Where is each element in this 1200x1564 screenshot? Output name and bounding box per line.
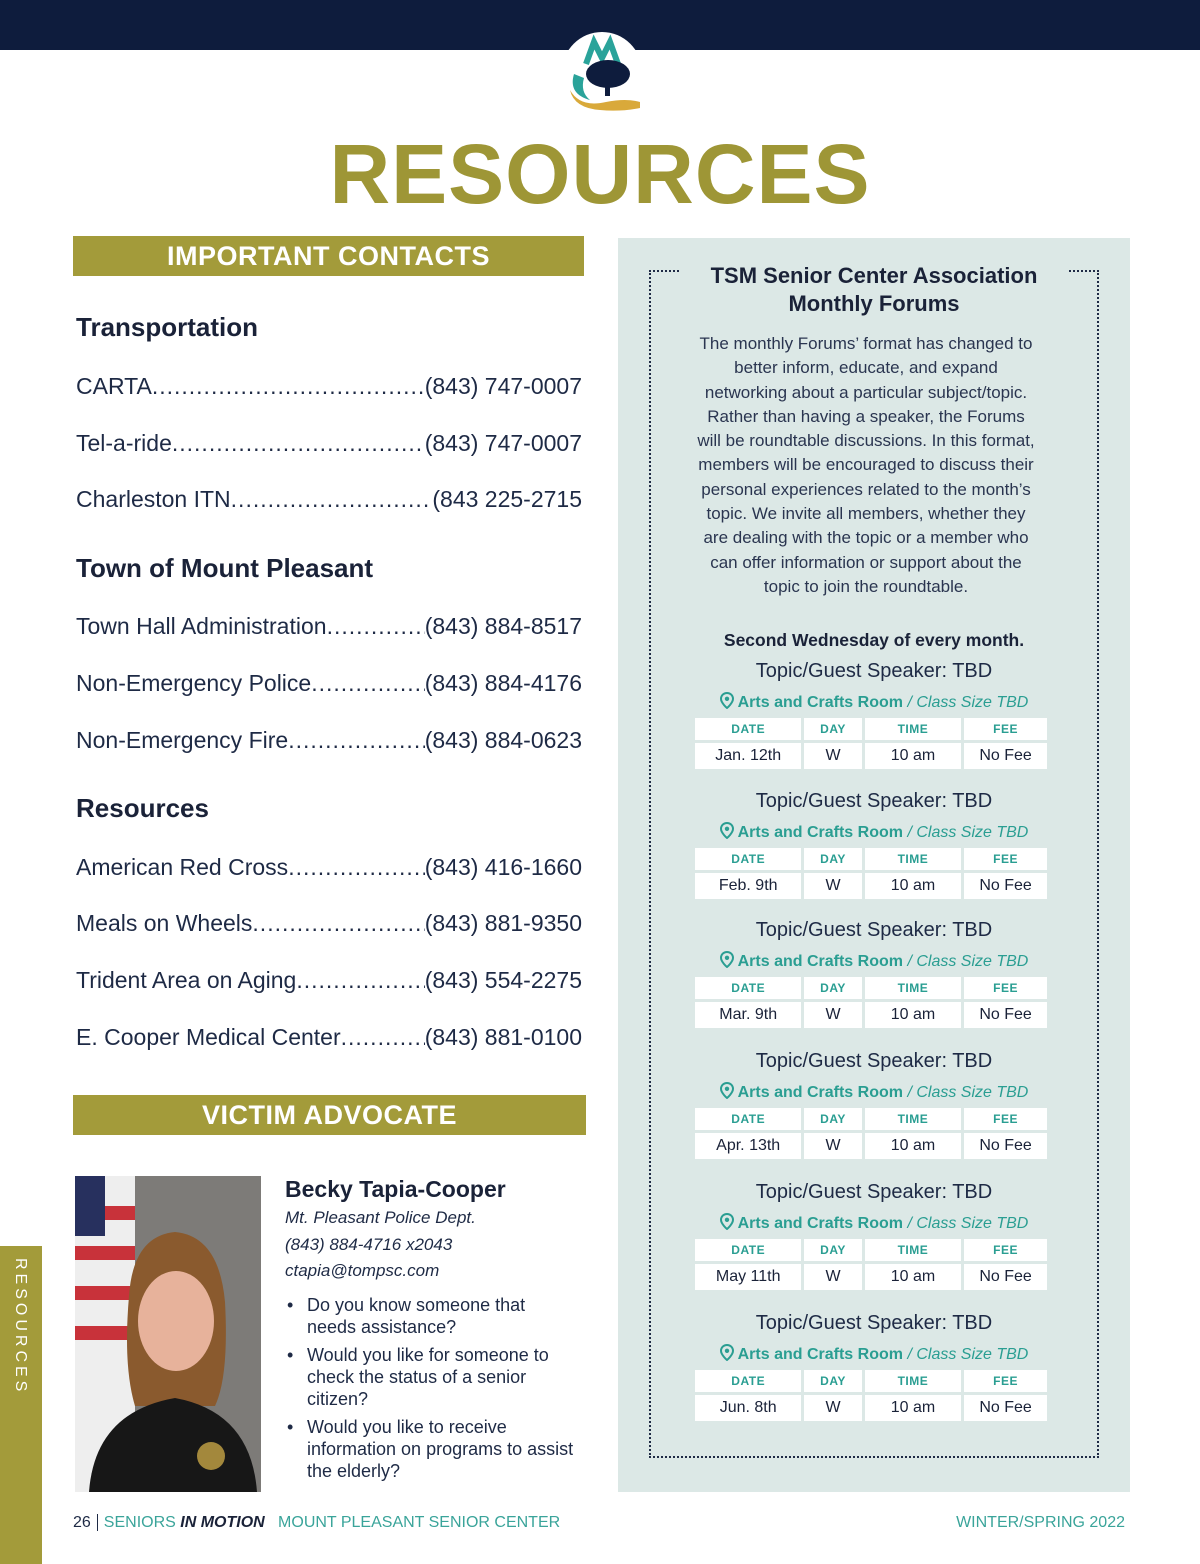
side-tab bbox=[0, 1246, 42, 1564]
contact-row: CARTA ..... (843) 747-0007 bbox=[76, 373, 582, 400]
advocate-phone: (843) 884-4716 x2043 bbox=[285, 1235, 453, 1254]
event-fee: No Fee bbox=[964, 999, 1047, 1028]
event-time: 10 am bbox=[865, 870, 962, 899]
event-time: 10 am bbox=[865, 1130, 962, 1159]
advocate-dept: Mt. Pleasant Police Dept. bbox=[285, 1208, 476, 1227]
section-heading-resources: Resources bbox=[76, 793, 209, 823]
col-fee: FEE bbox=[964, 848, 1047, 870]
event-fee: No Fee bbox=[964, 740, 1047, 769]
event-date: Mar. 9th bbox=[695, 999, 801, 1028]
event-location bbox=[660, 822, 1088, 842]
center-logo-icon bbox=[560, 30, 644, 114]
event-room: Arts and Crafts Room bbox=[737, 694, 903, 711]
event-time: 10 am bbox=[865, 1261, 962, 1290]
event-table bbox=[692, 1108, 1050, 1159]
col-time: TIME bbox=[865, 977, 962, 999]
event-table bbox=[692, 977, 1050, 1028]
event-day: W bbox=[804, 870, 861, 899]
event-topic: Topic/Guest Speaker: TBD bbox=[755, 1050, 993, 1072]
victim-advocate-band: VICTIM ADVOCATE bbox=[73, 1095, 586, 1135]
col-day: DAY bbox=[804, 848, 861, 870]
list-item: • Would you like for someone to check the status of a senior citizen? bbox=[287, 1344, 577, 1410]
col-date: DATE bbox=[695, 977, 801, 999]
page-number: 26 bbox=[73, 1514, 98, 1531]
footer-season: WINTER/SPRING 2022 bbox=[956, 1514, 1125, 1531]
contact-row: E. Cooper Medical Center ..... (843) 881-0100 bbox=[76, 1024, 582, 1051]
event-day: W bbox=[804, 999, 861, 1028]
col-time: TIME bbox=[865, 1239, 962, 1261]
event-topic: Topic/Guest Speaker: TBD bbox=[755, 660, 993, 682]
event-class-size: / Class Size TBD bbox=[907, 1084, 1029, 1101]
event-location bbox=[660, 1082, 1088, 1102]
advocate-name: Becky Tapia-Cooper bbox=[285, 1176, 506, 1202]
col-fee: FEE bbox=[964, 1239, 1047, 1261]
event-date: Apr. 13th bbox=[695, 1130, 801, 1159]
contact-row: Tel-a-ride ..... (843) 747-0007 bbox=[76, 430, 582, 457]
event-class-size: / Class Size TBD bbox=[907, 1346, 1029, 1363]
event-table bbox=[692, 848, 1050, 899]
col-date: DATE bbox=[695, 1239, 801, 1261]
contact-row: Meals on Wheels ..... (843) 881-9350 bbox=[76, 910, 582, 937]
contact-row: Charleston ITN ..... (843 225-2715 bbox=[76, 486, 582, 513]
footer-brand-a: SENIORS bbox=[103, 1514, 181, 1531]
event-location bbox=[660, 1344, 1088, 1364]
event-date: Feb. 9th bbox=[695, 870, 801, 899]
event-fee: No Fee bbox=[964, 870, 1047, 899]
event-location bbox=[660, 692, 1088, 712]
event-topic: Topic/Guest Speaker: TBD bbox=[755, 919, 993, 941]
event-class-size: / Class Size TBD bbox=[907, 953, 1029, 970]
event-topic: Topic/Guest Speaker: TBD bbox=[755, 1312, 993, 1334]
event-topic: Topic/Guest Speaker: TBD bbox=[755, 790, 993, 812]
col-date: DATE bbox=[695, 1108, 801, 1130]
advocate-photo bbox=[75, 1176, 261, 1492]
event-time: 10 am bbox=[865, 740, 962, 769]
event-table bbox=[692, 1239, 1050, 1290]
event-room: Arts and Crafts Room bbox=[737, 953, 903, 970]
event-day: W bbox=[804, 1392, 861, 1421]
list-item: • Would you like to receive information on programs to assist the elderly? bbox=[287, 1416, 577, 1482]
col-day: DAY bbox=[804, 1370, 861, 1392]
event-time: 10 am bbox=[865, 999, 962, 1028]
event-table bbox=[692, 1370, 1050, 1421]
col-fee: FEE bbox=[964, 977, 1047, 999]
contact-row: Non-Emergency Police ..... (843) 884-4176 bbox=[76, 670, 582, 697]
location-pin-icon bbox=[720, 1213, 734, 1230]
col-day: DAY bbox=[804, 977, 861, 999]
location-pin-icon bbox=[720, 1082, 734, 1099]
event-fee: No Fee bbox=[964, 1130, 1047, 1159]
col-fee: FEE bbox=[964, 718, 1047, 740]
contact-row: Trident Area on Aging ..... (843) 554-2275 bbox=[76, 967, 582, 994]
advocate-questions bbox=[287, 1294, 577, 1488]
location-pin-icon bbox=[720, 1344, 734, 1361]
col-time: TIME bbox=[865, 718, 962, 740]
page-title: RESOURCES bbox=[329, 127, 871, 221]
event-class-size: / Class Size TBD bbox=[907, 1215, 1029, 1232]
event-room: Arts and Crafts Room bbox=[737, 1084, 903, 1101]
contact-row: Non-Emergency Fire ..... (843) 884-0623 bbox=[76, 727, 582, 754]
event-day: W bbox=[804, 740, 861, 769]
event-fee: No Fee bbox=[964, 1261, 1047, 1290]
forums-description: The monthly Forums’ format has changed to better inform, educate, and expand networking about a particular subject/topic. Rather than having a speaker, the Forums will be roundtable discussions. In this format, members will be encouraged to discuss their personal experiences related to the month’s topic. We invite all members, whether they are dealing with the topic or a member who can offer information or support about the topic to join the roundtable. bbox=[697, 334, 1035, 596]
footer-brand-b: IN MOTION bbox=[180, 1514, 265, 1531]
forums-title: TSM Senior Center Association Monthly Forums bbox=[680, 262, 1068, 318]
list-item: • Do you know someone that needs assistance? bbox=[287, 1294, 577, 1338]
col-date: DATE bbox=[695, 1370, 801, 1392]
event-room: Arts and Crafts Room bbox=[737, 824, 903, 841]
location-pin-icon bbox=[720, 692, 734, 709]
event-class-size: / Class Size TBD bbox=[907, 824, 1029, 841]
col-time: TIME bbox=[865, 1370, 962, 1392]
col-time: TIME bbox=[865, 1108, 962, 1130]
event-table bbox=[692, 718, 1050, 769]
col-day: DAY bbox=[804, 1239, 861, 1261]
important-contacts-band: IMPORTANT CONTACTS bbox=[73, 236, 584, 276]
contact-row: Town Hall Administration ..... (843) 884-8517 bbox=[76, 613, 582, 640]
section-heading-town: Town of Mount Pleasant bbox=[76, 553, 374, 583]
col-date: DATE bbox=[695, 718, 801, 740]
event-room: Arts and Crafts Room bbox=[737, 1346, 903, 1363]
advocate-email: ctapia@tompsc.com bbox=[285, 1261, 440, 1280]
col-time: TIME bbox=[865, 848, 962, 870]
event-location bbox=[660, 1213, 1088, 1233]
contact-row: American Red Cross ..... (843) 416-1660 bbox=[76, 854, 582, 881]
footer-center: MOUNT PLEASANT SENIOR CENTER bbox=[278, 1514, 561, 1531]
event-topic: Topic/Guest Speaker: TBD bbox=[755, 1181, 993, 1203]
event-room: Arts and Crafts Room bbox=[737, 1215, 903, 1232]
event-date: Jun. 8th bbox=[695, 1392, 801, 1421]
col-date: DATE bbox=[695, 848, 801, 870]
footer-left bbox=[73, 1514, 560, 1532]
section-heading-transportation: Transportation bbox=[76, 312, 259, 342]
location-pin-icon bbox=[720, 951, 734, 968]
side-tab-label: RESOURCES bbox=[12, 1258, 29, 1396]
event-day: W bbox=[804, 1261, 861, 1290]
event-date: May 11th bbox=[695, 1261, 801, 1290]
event-day: W bbox=[804, 1130, 861, 1159]
col-day: DAY bbox=[804, 718, 861, 740]
event-fee: No Fee bbox=[964, 1392, 1047, 1421]
location-pin-icon bbox=[720, 822, 734, 839]
event-location bbox=[660, 951, 1088, 971]
col-fee: FEE bbox=[964, 1108, 1047, 1130]
event-time: 10 am bbox=[865, 1392, 962, 1421]
col-fee: FEE bbox=[964, 1370, 1047, 1392]
forums-schedule: Second Wednesday of every month. bbox=[723, 630, 1025, 650]
event-class-size: / Class Size TBD bbox=[907, 694, 1029, 711]
col-day: DAY bbox=[804, 1108, 861, 1130]
event-date: Jan. 12th bbox=[695, 740, 801, 769]
